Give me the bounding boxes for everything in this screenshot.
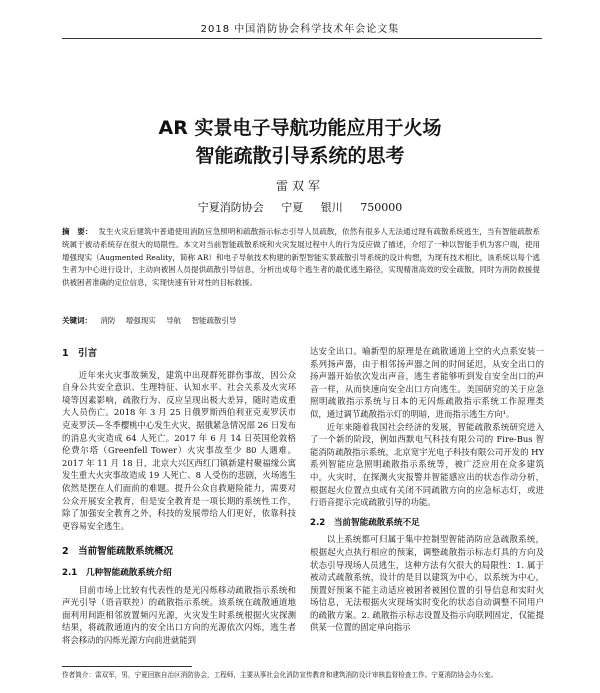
keyword: 智能疏散引导 xyxy=(191,316,237,325)
author-footnote: 作者简介：雷双军，男，宁夏回族自治区消防协会，工程师，主要从事社会化消防宣传教育和建筑消防设计审核监督检查工作。宁夏消防协会办公室。 xyxy=(62,671,498,679)
affiliation xyxy=(0,199,600,215)
affiliation-org: 宁夏消防协会 xyxy=(197,201,264,214)
paper-title-line-1: AR 实景电子导航功能应用于火场 xyxy=(158,117,442,139)
abstract xyxy=(62,226,540,290)
abstract-text: 发生火灾后建筑中普通使用消防应急照明和疏散指示标志引导人员疏散，依然有很多人无法通过现有疏散系统逃生，当有智能疏散系统属于被动系统存在很大的局限性。本文对当前智能疏散系统和火灾发展过程中人的行为反应做了描述，介绍了一种以智能手机为客户端，使用增强现实（Augmented Reality，简称 AR）和电子导航技术构建的新型智能实景疏散引导系统的设计构想，为现有技术相比，该系统以每个逃生者为中心进行设计，主动向被困人员提供疏散引导信息，分析出成每个逃生者的最优逃生路径，实现精准高效的安全疏散，同时为消防救援提供被困者准确的定位信息，实现快速有针对性的目标救援。 xyxy=(62,227,541,288)
keyword: 导航 xyxy=(166,316,182,325)
abstract-label: 摘 要： xyxy=(62,227,93,236)
keywords-label: 关键词： xyxy=(62,316,92,325)
author-name: 雷双军 xyxy=(275,179,324,193)
right-column xyxy=(310,345,544,634)
left-column xyxy=(62,334,296,646)
subsection-heading-2-1: 2.1 几种智能疏散系统介绍 xyxy=(62,567,172,578)
body-paragraph-continued: 达安全出口。喻新型的原理是在疏散通道上空的火点系安装一系列扬声器，由于相邻扬声器之间的时间延迟，从安全出口的扬声器开始依次发出声音，逃生者能够听到发自安全出口的声音一样，从而快速向安全出口方向逃生。美国研究的关于应急照明疏散指示系统与日本的无闪烁疏散指示系统工作原理类似，通过调节疏散指示灯的明暗，进而指示逃生方向¹。 xyxy=(310,346,544,419)
affiliation-city: 银川 xyxy=(320,201,343,214)
running-head: 2018 中国消防协会科学技术年会论文集 xyxy=(200,24,400,35)
header-rule xyxy=(62,38,542,39)
footnote-rule xyxy=(62,666,192,667)
body-paragraph: 近年来随着我国社会经济的发展，智能疏散系统研究进入了一个新的阶段，例如西默电气科技有限公司的 Fire-Bus 智能消防疏散指示系统，北京宽宇光电子科技有限公司开发的 HY 系列智能应急照明疏散指示系统等，被广泛应用在众多建筑中。火灾时，在探测火灾报警并智能感应出的状态作动分析，根据起火位置点虫成有关闭不同疏散方向的应急标志灯，或进行语音提示完成疏散引导的功能。 xyxy=(310,421,544,508)
body-paragraph: 近年来火灾事故频发，建筑中出现群死群伤事故，因公众自身公共安全意识、生理特征、认知水平、社会关系及火灾环境等因素影响，疏散行为、反应呈现出极大差异，随时造成重大人员伤亡。2018 年 3 月 25 日俄罗斯西伯利亚克麦罗沃市克麦罗沃—冬季樱桃中心发生火灾，据俄紧急情况部 26 日发布的消息火灾造成 64 人死亡。2017 年 6 月 14 日英国伦敦格伦费尔塔（Greenfell Tower）火灾事故至少 80 人遇难。2017 年 11 月 18 日，北京大兴区西红门镇新建村聚福缘公寓发生重大火灾事故造成 19 人死亡、8 人受伤的悲剧，火场逃生依然是摆在人们面前的难题。提升公众自救避险能力，需要对公众开展安全教育，但是安全教育是一项长期的系统性工作，除了加强安全教育之外，科技的发展带给人们更好，依靠科技更容易安全逃生。 xyxy=(62,369,296,531)
section-heading-2: 2 当前智能疏散系统概况 xyxy=(62,546,174,558)
affiliation-region: 宁夏 xyxy=(281,201,304,214)
keyword: 增强现实 xyxy=(125,316,156,325)
subsection-heading-2-2: 2.2 当前智能疏散系统不足 xyxy=(310,517,420,528)
keywords xyxy=(62,315,540,327)
body-paragraph: 以上系统都可归属于集中控制型智能消防应急疏散系统，根据起火点执行相应的预案，调整疏散指示标志灯具的方向及状态引导现场人员逃生，这种方法有欠很大的局限性：1. 属于被动式疏散系统，设计的是目以建筑为中心，以系统为中心，预置好预案不能主动适应被困者被困位置的引导信息和实时火场信息，无法根据火灾现场实时变化的状态自动调整不同用户的疏散方案。2. 疏散指示标志设置及指示向联网固定，仅能提供某一位置的固定单向指示 xyxy=(310,534,544,633)
section-heading-1: 1 引言 xyxy=(62,348,98,359)
affiliation-postcode: 750000 xyxy=(360,201,403,214)
body-paragraph: 目前市场上比较有代表性的是光闪烁移动疏散指示系统和声光引导（语音联控）的疏散指示系统。该系统在疏散通道地面利用间距相邻放置频闪光源，火灾发生时系统根据火灾探测结果，将疏散通道内的安全出口方向的光源依次闪烁，逃生者将会移动的闪烁光源方向前进就能到 xyxy=(62,584,296,645)
paper-title-line-2: 智能疏散引导系统的思考 xyxy=(195,145,405,167)
keyword: 消防 xyxy=(100,316,116,325)
